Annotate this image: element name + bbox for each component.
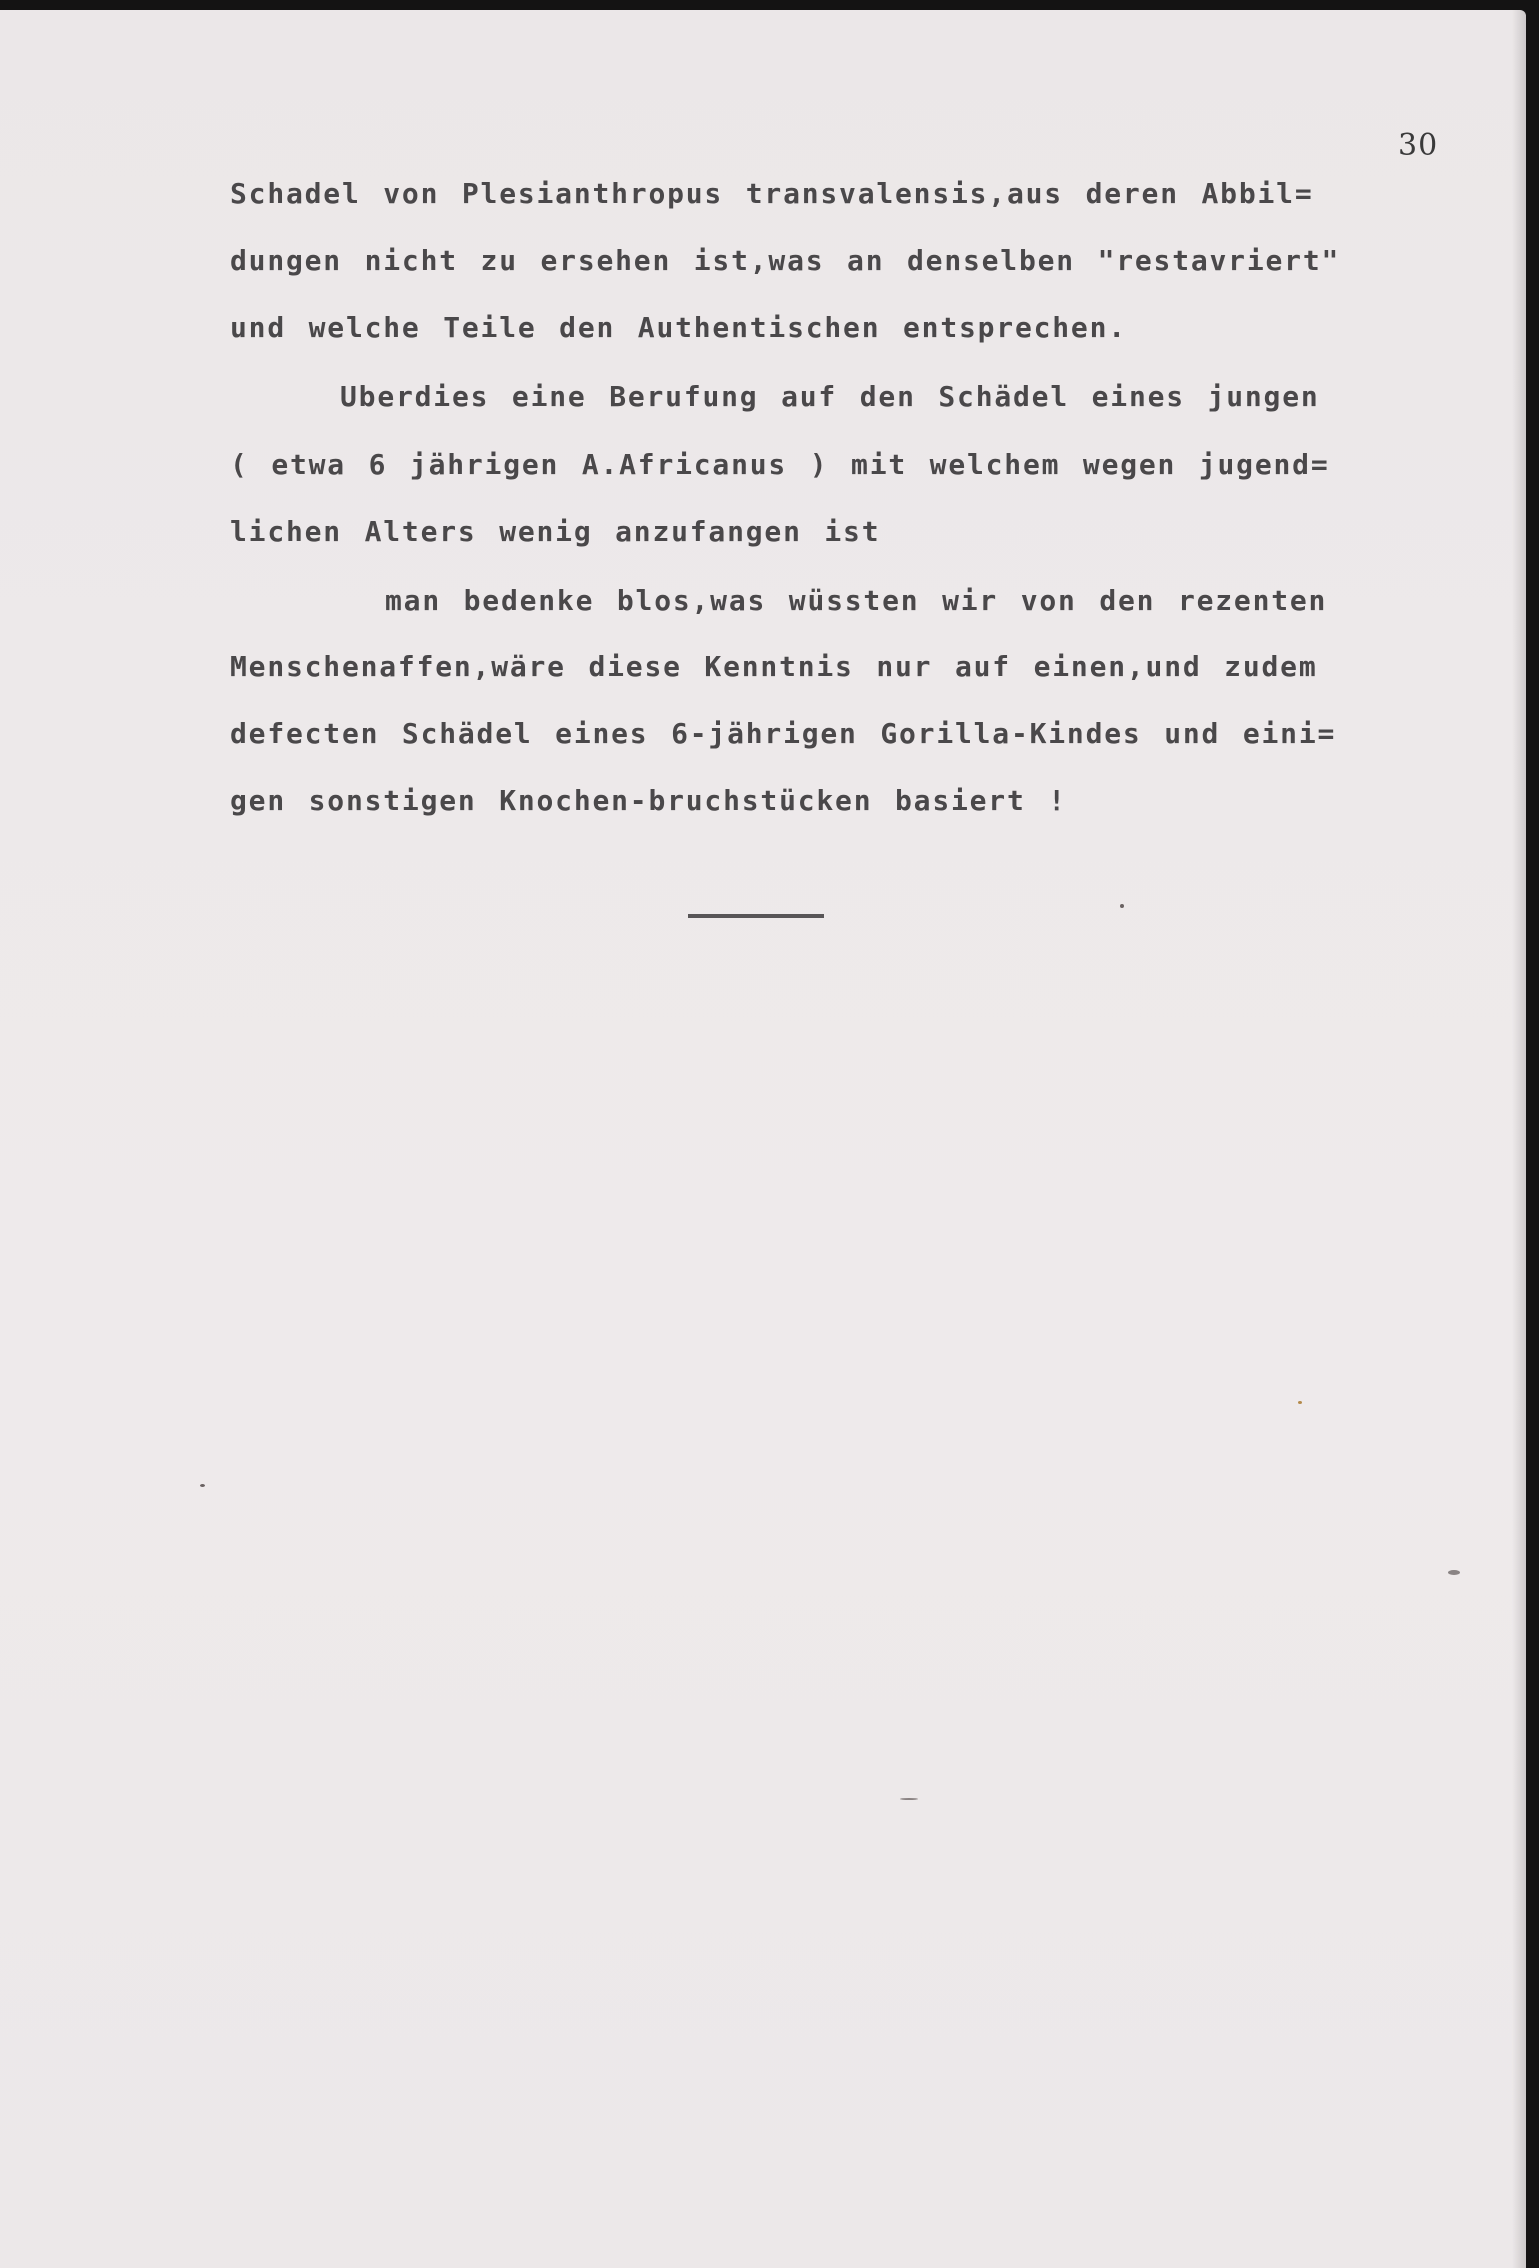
text-line-4: Uberdies eine Berufung auf den Schädel eines jungen xyxy=(340,380,1320,413)
text-line-1: Schadel von Plesianthropus transvalensis,aus deren Abbil= xyxy=(230,177,1314,210)
paper-speck xyxy=(900,1798,918,1800)
text-line-10: gen sonstigen Knochen-bruchstücken basiert ! xyxy=(230,784,1067,817)
text-line-9: defecten Schädel eines 6-jährigen Gorilla-Kindes und eini= xyxy=(230,717,1337,750)
paper-speck xyxy=(1298,1401,1302,1404)
paper-speck xyxy=(1448,1570,1460,1575)
paper-speck xyxy=(1120,904,1124,908)
typewritten-page xyxy=(0,10,1526,2268)
text-line-7: man bedenke blos,was wüssten wir von den rezenten xyxy=(385,584,1328,617)
text-line-2: dungen nicht zu ersehen ist,was an denselben "restavriert" xyxy=(230,244,1341,277)
text-line-3: und welche Teile den Authentischen entsprechen. xyxy=(230,311,1127,344)
section-separator xyxy=(688,914,824,918)
text-line-5: ( etwa 6 jährigen A.Africanus ) mit welchem wegen jugend= xyxy=(230,448,1330,481)
text-line-8: Menschenaffen,wäre diese Kenntnis nur auf einen,und zudem xyxy=(230,650,1318,683)
page-number: 30 xyxy=(1398,128,1439,163)
paper-speck xyxy=(200,1484,205,1487)
text-line-6: lichen Alters wenig anzufangen ist xyxy=(230,515,881,548)
